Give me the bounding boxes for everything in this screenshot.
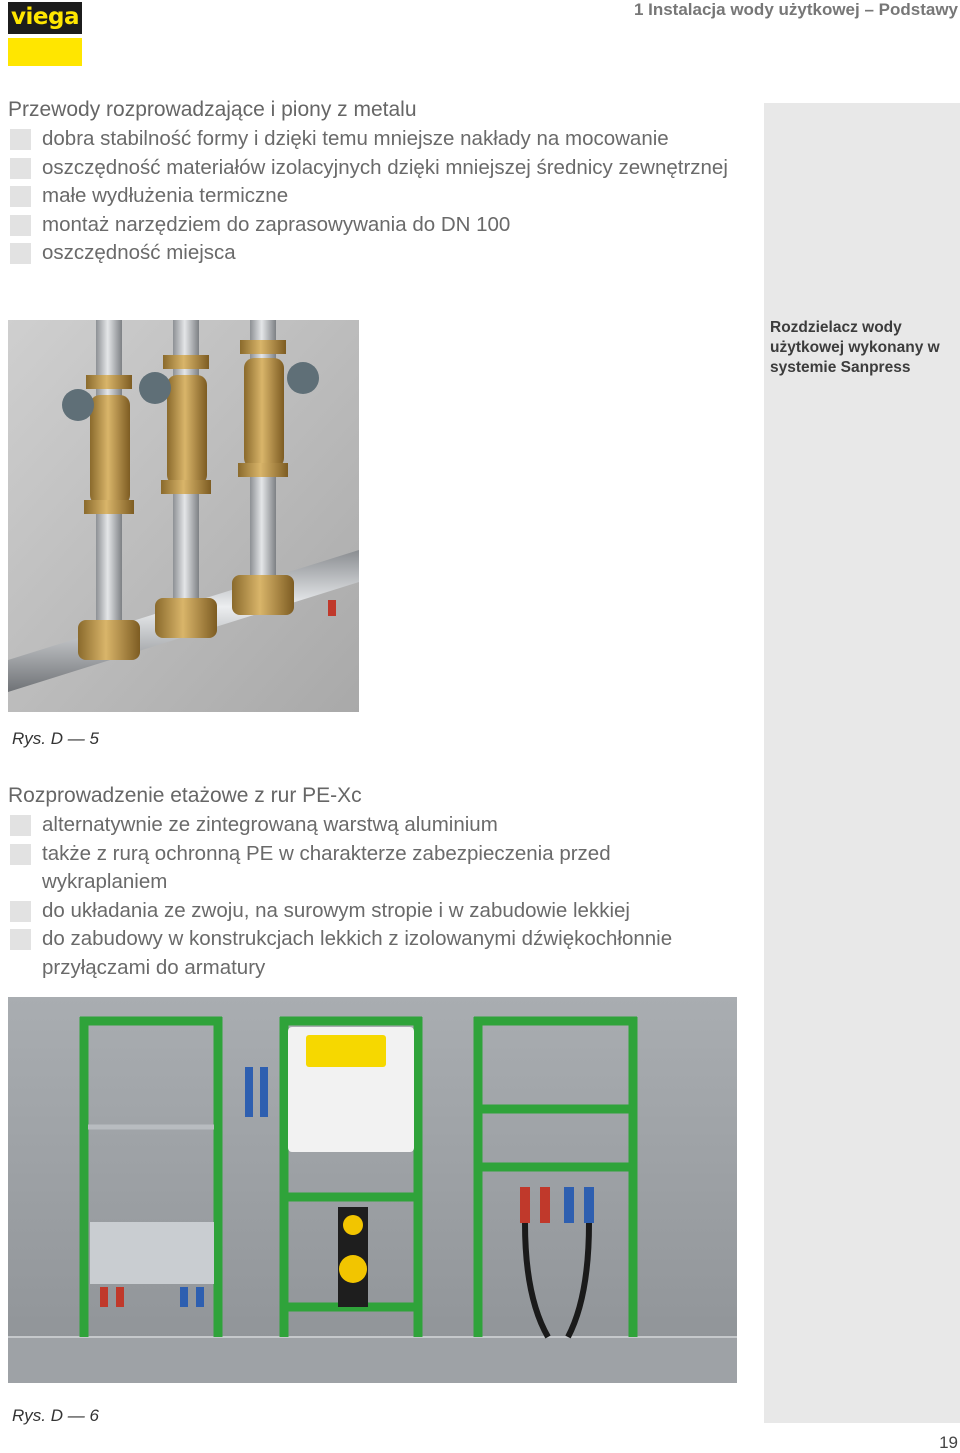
figure-caption-d6: Rys. D — 6	[12, 1406, 99, 1425]
list-item: małe wydłużenia termiczne	[10, 182, 740, 211]
list-item: alternatywnie ze zintegrowaną warstwą aluminium	[10, 811, 740, 840]
logo-text: viega	[11, 3, 79, 30]
pipe-distributor-photo	[8, 320, 359, 712]
list-item: oszczędność miejsca	[10, 239, 740, 268]
bullet-square-icon	[10, 158, 31, 179]
installation-frames-illustration	[8, 997, 737, 1383]
bullet-list-metal-pipes	[10, 125, 740, 268]
figure-caption-d5: Rys. D — 5	[12, 729, 99, 748]
bullet-square-icon	[10, 186, 31, 207]
list-item: oszczędność materiałów izolacyjnych dzięki mniejszej średnicy zewnętrznej	[10, 154, 740, 183]
sidebar-caption: Rozdzielacz wody użytkowej wykonany w systemie Sanpress	[770, 319, 940, 376]
pipe-distributor-illustration	[8, 320, 359, 712]
bullet-square-icon	[10, 129, 31, 150]
list-item: montaż narzędziem do zaprasowywania do DN 100	[10, 211, 740, 240]
bullet-square-icon	[10, 243, 31, 264]
list-item: do zabudowy w konstrukcjach lekkich z izolowanymi dźwiękochłonnie przyłączami do armatury	[10, 925, 740, 982]
bullet-square-icon	[10, 215, 31, 236]
sidebar-panel	[764, 103, 960, 1423]
page-number: 19	[939, 1433, 958, 1452]
list-item: także z rurą ochronną PE w charakterze zabezpieczenia przed wykraplaniem	[10, 840, 740, 897]
list-item: do układania ze zwoju, na surowym stropie i w zabudowie lekkiej	[10, 897, 740, 926]
logo-yellow-block	[8, 38, 82, 66]
section-heading-metal-pipes: Przewody rozprowadzające i piony z metalu	[8, 98, 417, 121]
viega-logo	[8, 2, 82, 64]
list-item: dobra stabilność formy i dzięki temu mniejsze nakłady na mocowanie	[10, 125, 740, 154]
installation-frames-photo	[8, 997, 737, 1383]
bullet-list-pe-xc	[10, 811, 740, 983]
bullet-square-icon	[10, 844, 31, 865]
section-heading-pe-xc: Rozprowadzenie etażowe z rur PE-Xc	[8, 784, 362, 807]
chapter-title: 1 Instalacja wody użytkowej – Podstawy	[633, 0, 958, 19]
bullet-square-icon	[10, 815, 31, 836]
logo-black-block	[8, 2, 82, 34]
bullet-square-icon	[10, 901, 31, 922]
bullet-square-icon	[10, 929, 31, 950]
